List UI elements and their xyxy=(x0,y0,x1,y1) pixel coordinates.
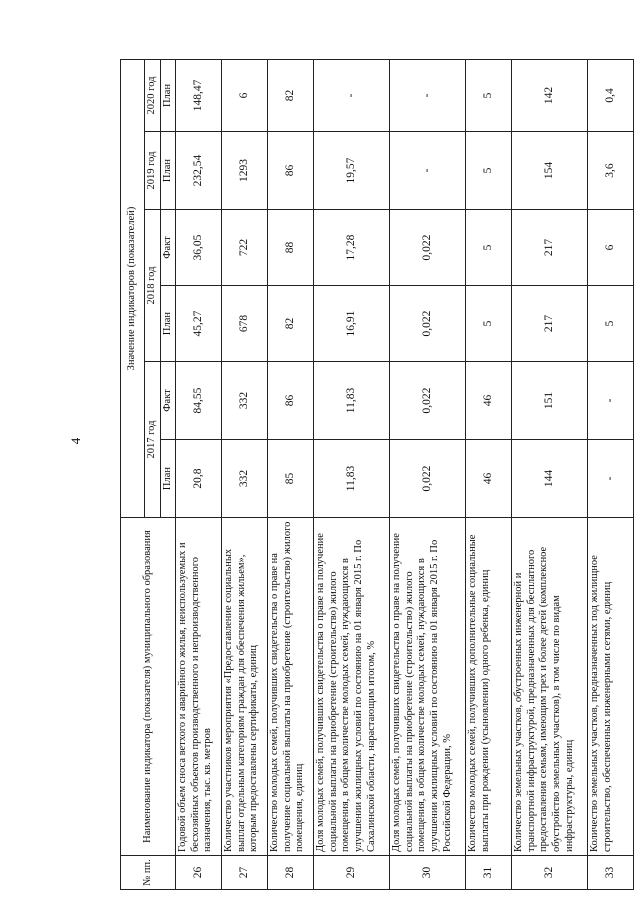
indicator-name: Доля молодых семей, получивших свидетельства о праве на получение социальной выплаты на приобретение (строительство) жилого помещения, в общем количестве молодых семей, нуждающихся в улучшении жилищных условий по состоянию на 01 января 2015 г. По Российской Федерации, % xyxy=(390,518,466,856)
value-2019-plan: 5 xyxy=(466,132,512,210)
indicator-name: Количество молодых семей, получивших дополнительные социальные выплаты при рождении (усыновлении) одного ребенка, единиц xyxy=(466,518,512,856)
rotated-table-wrapper xyxy=(120,60,616,890)
value-2018-fact: 722 xyxy=(222,210,268,286)
value-2017-fact: 332 xyxy=(222,362,268,440)
row-number: 32 xyxy=(512,856,588,890)
value-2020-plan: 6 xyxy=(222,59,268,131)
value-2017-fact: 11,83 xyxy=(314,362,390,440)
value-2020-plan: 82 xyxy=(268,59,314,131)
value-2017-plan: - xyxy=(588,440,634,518)
header-plan: План xyxy=(160,286,176,362)
value-2019-plan: 232,54 xyxy=(176,132,222,210)
table-row xyxy=(466,59,512,889)
value-2018-fact: 6 xyxy=(588,210,634,286)
value-2018-plan: 0,022 xyxy=(390,286,466,362)
value-2018-fact: 5 xyxy=(466,210,512,286)
header-fact: Факт xyxy=(160,362,176,440)
row-number: 29 xyxy=(314,856,390,890)
value-2018-plan: 5 xyxy=(466,286,512,362)
table-row xyxy=(222,59,268,889)
header-plan: План xyxy=(160,132,176,210)
table-row xyxy=(390,59,466,889)
value-2018-plan: 16,91 xyxy=(314,286,390,362)
row-number: 31 xyxy=(466,856,512,890)
value-2018-fact: 36,05 xyxy=(176,210,222,286)
value-2018-plan: 217 xyxy=(512,286,588,362)
value-2017-fact: 0,022 xyxy=(390,362,466,440)
value-2017-fact: 84,55 xyxy=(176,362,222,440)
value-2017-fact: 151 xyxy=(512,362,588,440)
value-2017-plan: 85 xyxy=(268,440,314,518)
value-2017-plan: 0,022 xyxy=(390,440,466,518)
table-row xyxy=(176,59,222,889)
value-2019-plan: - xyxy=(390,132,466,210)
value-2018-plan: 678 xyxy=(222,286,268,362)
value-2017-plan: 144 xyxy=(512,440,588,518)
value-2018-plan: 45,27 xyxy=(176,286,222,362)
value-2018-fact: 0,022 xyxy=(390,210,466,286)
value-2020-plan: 0,4 xyxy=(588,59,634,131)
value-2018-fact: 88 xyxy=(268,210,314,286)
header-fact: Факт xyxy=(160,210,176,286)
value-2018-plan: 5 xyxy=(588,286,634,362)
header-number: № пп. xyxy=(121,856,176,890)
header-indicator-name: Наименование индикатора (показателя) муниципального образования xyxy=(121,518,176,856)
value-2020-plan: 148,47 xyxy=(176,59,222,131)
value-2017-plan: 332 xyxy=(222,440,268,518)
row-number: 33 xyxy=(588,856,634,890)
value-2017-plan: 11,83 xyxy=(314,440,390,518)
header-year-2018: 2018 год xyxy=(145,210,161,362)
header-year-2019: 2019 год xyxy=(145,132,161,210)
value-2019-plan: 86 xyxy=(268,132,314,210)
indicator-name: Количество участников мероприятия «Предоставление социальных выплат отдельным категориям граждан для обеспечения жильем», которым предоставлены сертификаты, единиц xyxy=(222,518,268,856)
indicator-name: Количество земельных участков, обустроенных инженерной и транспортной инфраструктурой, предназначенных для бесплатного предоставления семьям, имеющим трех и более детей (комплексное обустройство земельных участков), в том числе по видам инфраструктуры, единиц xyxy=(512,518,588,856)
row-number: 28 xyxy=(268,856,314,890)
value-2017-plan: 20,8 xyxy=(176,440,222,518)
indicator-name: Количество земельных участков, предназначенных под жилищное строительство, обеспеченных инженерными сетями, единиц xyxy=(588,518,634,856)
table-row xyxy=(314,59,390,889)
header-year-2017: 2017 год xyxy=(145,362,161,518)
value-2020-plan: 5 xyxy=(466,59,512,131)
value-2019-plan: 3,6 xyxy=(588,132,634,210)
value-2020-plan: - xyxy=(390,59,466,131)
value-2019-plan: 154 xyxy=(512,132,588,210)
value-2018-fact: 17,28 xyxy=(314,210,390,286)
indicator-name: Доля молодых семей, получивших свидетельства о праве на получение социальной выплаты на приобретение (строительство) жилого помещения, в общем количестве молодых семей, нуждающихся в улучшении жилищных условий по состоянию на 01 января 2015 г. По Сахалинской области, нарастающим итогом, % xyxy=(314,518,390,856)
value-2018-plan: 82 xyxy=(268,286,314,362)
row-number: 26 xyxy=(176,856,222,890)
row-number: 27 xyxy=(222,856,268,890)
table-row xyxy=(268,59,314,889)
value-2017-fact: 86 xyxy=(268,362,314,440)
row-number: 30 xyxy=(390,856,466,890)
header-plan: План xyxy=(160,440,176,518)
table-row xyxy=(588,59,634,889)
value-2019-plan: 1293 xyxy=(222,132,268,210)
value-2018-fact: 217 xyxy=(512,210,588,286)
value-2019-plan: 19,57 xyxy=(314,132,390,210)
value-2017-plan: 46 xyxy=(466,440,512,518)
value-2017-fact: - xyxy=(588,362,634,440)
indicator-name: Количество молодых семей, получивших свидетельства о праве на получение социальной выплаты на приобретение (строительство) жилого помещения, единиц xyxy=(268,518,314,856)
value-2020-plan: - xyxy=(314,59,390,131)
page-number: 4 xyxy=(68,437,83,445)
indicators-table xyxy=(120,59,634,890)
header-values-group: Значение индикаторов (показателей) xyxy=(121,59,145,517)
value-2017-fact: 46 xyxy=(466,362,512,440)
header-plan: План xyxy=(160,59,176,131)
indicator-name: Годовой объем сноса ветхого и аварийного жилья, неиспользуемых и бесхозяйных объектов производственного и непроизводственного назначения, тыс. кв. метров xyxy=(176,518,222,856)
table-row xyxy=(512,59,588,889)
value-2020-plan: 142 xyxy=(512,59,588,131)
header-year-2020: 2020 год xyxy=(145,59,161,131)
